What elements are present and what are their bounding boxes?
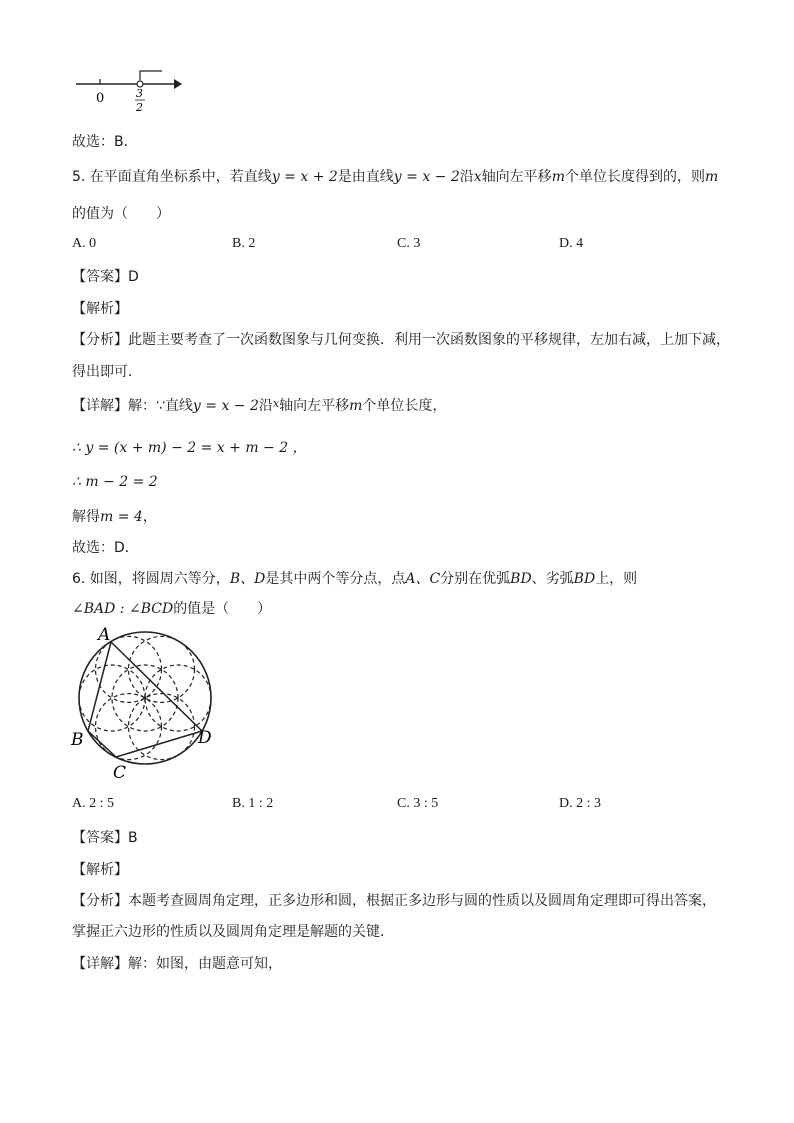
label-d: D (198, 728, 212, 748)
q6-analysis-title: 【解析】 (72, 862, 128, 878)
q5-step3-b: ， (142, 509, 157, 525)
number-line-figure (70, 66, 190, 118)
number-line-frac-den: 2 (136, 101, 143, 114)
q5-fenxi-line1: 【分析】此题主要考查了一次函数图象与几何变换．利用一次函数图象的平移规律，左加右减，上加下减， (72, 332, 730, 348)
q6-stem-b: 是其中两个等分点，点 (265, 571, 406, 587)
q5-detail-b: 沿 (258, 398, 273, 414)
q5-step3 (72, 506, 157, 526)
q5-step1: ∴ y = (x + m) − 2 = x + m − 2 ， (72, 440, 307, 456)
q6-stem-c: 分别在优弧 (440, 571, 511, 587)
label-a: A (98, 625, 111, 645)
q6-arc2: BD (573, 571, 596, 587)
label-b: B (71, 730, 84, 750)
q6-ratio: ∠BAD : ∠BCD (72, 601, 174, 617)
q5-stem-a: 5. 在平面直角坐标系中，若直线 (72, 169, 272, 185)
q5-fenxi-line2: 得出即可． (72, 364, 142, 380)
q6-stem-line1 (72, 568, 637, 588)
q5-option-a: A. 0 (72, 236, 97, 251)
q5-detail-line (72, 395, 446, 415)
number-line-zero: 0 (96, 91, 105, 106)
q6-arc1: BD (510, 571, 532, 587)
q5-detail-x: x (272, 397, 280, 410)
q6-answer: 【答案】B (72, 830, 138, 846)
q5-option-c: C. 3 (397, 236, 421, 251)
q5-option-b: B. 2 (232, 236, 256, 251)
q5-var-x: x (473, 169, 482, 185)
circle-figure (68, 624, 228, 784)
q5-var-m: m (551, 169, 565, 185)
q4-choice: 故选：B． (72, 134, 138, 150)
q5-stem-d: 轴向左平移 (481, 169, 552, 185)
q5-stem-b: 是由直线 (337, 169, 394, 185)
q6-option-b: B. 1 : 2 (232, 796, 274, 811)
q5-option-d: D. 4 (559, 236, 584, 251)
q5-stem-line2: 的值为（ ） (72, 206, 170, 222)
q5-step3-a: 解得 (72, 509, 100, 525)
q6-fenxi-line2: 掌握正六边形的性质以及圆周角定理是解题的关键． (72, 924, 394, 940)
q6-ac: A、C (405, 571, 441, 587)
q6-detail: 【详解】解：如图，由题意可知， (72, 956, 282, 972)
q6-option-d: D. 2 : 3 (559, 796, 601, 811)
q6-bd: B、D (229, 571, 266, 587)
q5-expr2: y = x − 2 (393, 169, 460, 185)
q5-stem-c: 沿 (459, 169, 474, 185)
q5-detail-c: 轴向左平移 (279, 398, 350, 414)
q6-stem-e: 上，则 (595, 571, 638, 587)
q5-stem-e: 个单位长度得到的，则 (564, 169, 705, 185)
q6-option-c: C. 3 : 5 (397, 796, 439, 811)
q6-stem-line2 (72, 598, 271, 618)
q6-fenxi-line1: 【分析】本题考查圆周角定理，正多边形和圆，根据正多边形与圆的性质以及圆周角定理即可得出答案， (72, 893, 716, 909)
q6-stem-a: 6. 如图，将圆周六等分， (72, 571, 230, 587)
number-line-frac-num: 3 (136, 87, 143, 100)
q5-stem-line1 (72, 166, 718, 186)
q6-stem-line2-text: 的值是（ ） (173, 601, 272, 617)
q5-choice: 故选：D． (72, 540, 139, 556)
q5-detail-expr: y = x − 2 (192, 398, 259, 414)
label-c: C (113, 763, 127, 783)
q5-detail-m: m (349, 398, 363, 414)
q5-step3-expr: m = 4 (100, 509, 143, 525)
q6-stem-d: 、劣弧 (531, 571, 574, 587)
q5-detail-a: 【详解】解：∵直线 (72, 398, 193, 414)
q5-analysis-title: 【解析】 (72, 301, 128, 317)
q5-step2: ∴ m − 2 = 2 (72, 474, 158, 490)
q5-expr1: y = x + 2 (271, 169, 338, 185)
q5-answer: 【答案】D (72, 269, 139, 285)
q6-option-a: A. 2 : 5 (72, 796, 114, 811)
q5-detail-d: 个单位长度， (362, 398, 447, 414)
q5-var-m2: m (704, 169, 719, 185)
